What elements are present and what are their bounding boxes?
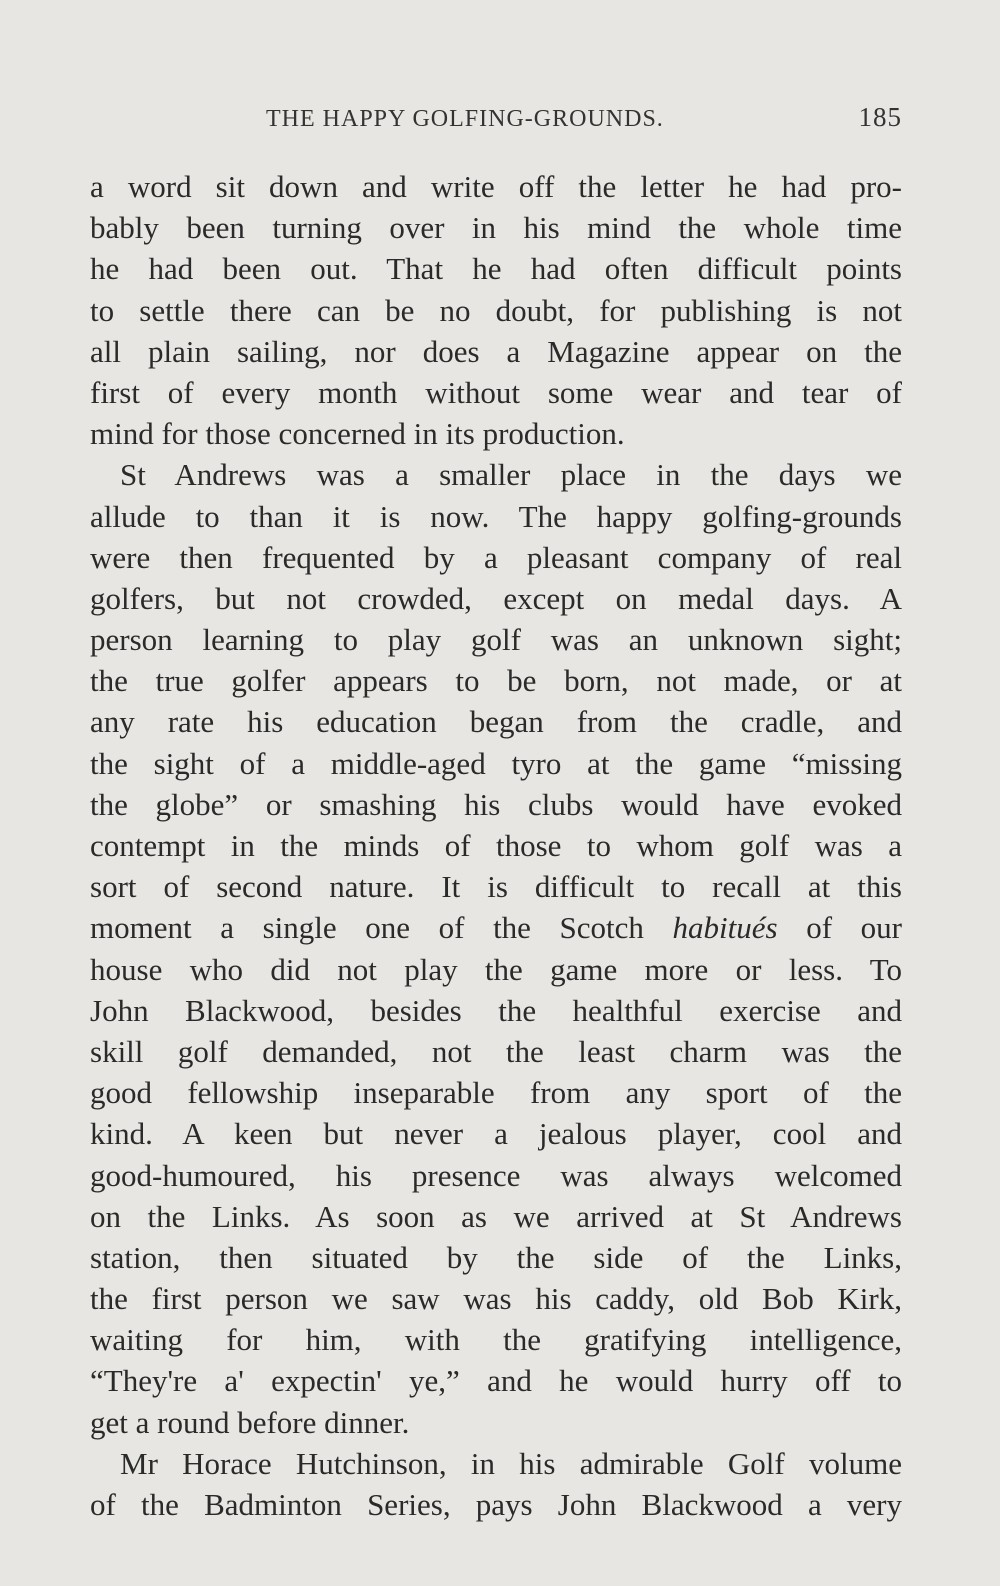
text-line: “They're a' expectin' ye,” and he would hurry off to xyxy=(90,1363,902,1399)
text-segment: of our xyxy=(777,910,902,946)
text-line: a word sit down and write off the letter he had pro- xyxy=(90,169,902,204)
text-line: sort of second nature. It is difficult to recall at this xyxy=(90,869,902,905)
text-line: to settle there can be no doubt, for publishing is not xyxy=(90,292,902,328)
text-line: any rate his education began from the cradle, and xyxy=(90,704,902,740)
text-line: get a round before dinner. xyxy=(90,1404,410,1440)
text-segment: moment a single one of the Scotch xyxy=(90,910,673,946)
text-line: Mr Horace Hutchinson, in his admirable Golf volume xyxy=(120,1445,902,1481)
text-line: house who did not play the game more or less. To xyxy=(90,951,902,987)
text-line: on the Links. As soon as we arrived at St Andrews xyxy=(90,1198,902,1234)
text-line: station, then situated by the side of the Links, xyxy=(90,1239,902,1275)
body-text xyxy=(90,166,902,1525)
text-line: allude to than it is now. The happy golfing-grounds xyxy=(90,498,902,534)
text-line: all plain sailing, nor does a Magazine appear on the xyxy=(90,333,902,369)
text-line: the sight of a middle-aged tyro at the game “missing xyxy=(90,745,902,781)
page-number: 185 xyxy=(858,102,902,132)
text-line: of the Badminton Series, pays John Blackwood a very xyxy=(90,1487,902,1522)
text-line: bably been turning over in his mind the whole time xyxy=(90,210,902,246)
text-line: waiting for him, with the gratifying intelligence, xyxy=(90,1322,902,1358)
text-line: person learning to play golf was an unknown sight; xyxy=(90,622,902,658)
text-line: golfers, but not crowded, except on medal days. A xyxy=(90,580,902,616)
text-line: skill golf demanded, not the least charm was the xyxy=(90,1033,902,1069)
text-line: contempt in the minds of those to whom golf was a xyxy=(90,828,902,863)
text-line: he had been out. That he had often difficult points xyxy=(90,251,902,287)
text-line: St Andrews was a smaller place in the days we xyxy=(120,457,902,493)
text-line: mind for those concerned in its production. xyxy=(90,416,625,452)
text-line: kind. A keen but never a jealous player, cool and xyxy=(90,1116,902,1152)
text-line: John Blackwood, besides the healthful exercise and xyxy=(90,992,902,1028)
text-line: were then frequented by a pleasant company of real xyxy=(90,539,902,575)
running-title: THE HAPPY GOLFING-GROUNDS. xyxy=(266,106,664,132)
text-line-with-italic xyxy=(90,907,902,948)
text-line: the first person we saw was his caddy, old Bob Kirk, xyxy=(90,1281,902,1317)
italic-word: habitués xyxy=(672,910,778,946)
text-line: good fellowship inseparable from any sport of the xyxy=(90,1075,902,1111)
running-head xyxy=(90,100,902,140)
text-line: first of every month without some wear and tear of xyxy=(90,374,902,410)
text-line: the globe” or smashing his clubs would have evoked xyxy=(90,786,902,822)
text-line: the true golfer appears to be born, not made, or at xyxy=(90,663,902,699)
text-line: good-humoured, his presence was always welcomed xyxy=(90,1157,902,1193)
